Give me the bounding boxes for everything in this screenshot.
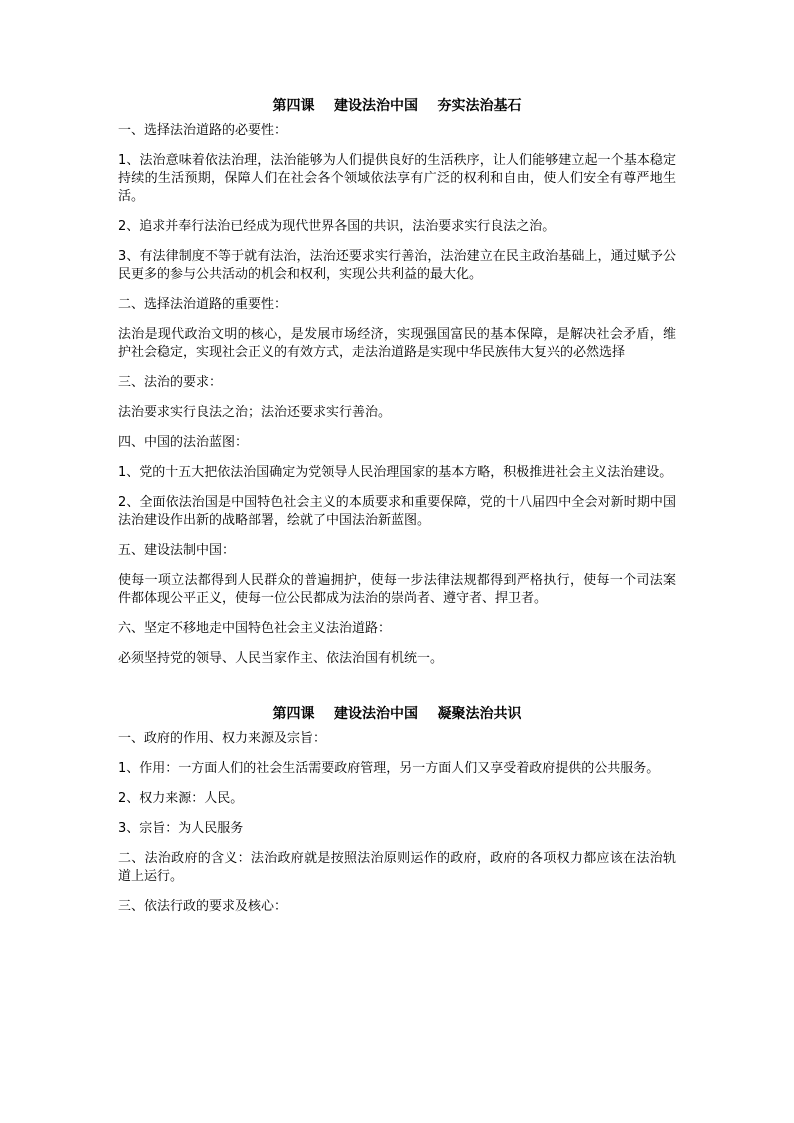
section-1-paragraph: 3、有法律制度不等于就有法治，法治还要求实行善治，法治建立在民主政治基础上，通过赋予公民更多的参与公共活动的机会和权利，实现公共利益的最大化。 bbox=[118, 249, 676, 282]
section-2-paragraph: 一、政府的作用、权力来源及宗旨： bbox=[118, 731, 327, 746]
section-2-paragraph: 1、作用：一方面人们的社会生活需要政府管理，另一方面人们又享受着政府提供的公共服务。 bbox=[118, 761, 660, 776]
section-1-paragraph: 法治是现代政治文明的核心，是发展市场经济，实现强国富民的基本保障，是解决社会矛盾，维护社会稳定，实现社会正义的有效方式，走法治道路是实现中华民族伟大复兴的必然选择 bbox=[118, 327, 676, 360]
section-1-paragraph: 一、选择法治道路的必要性： bbox=[118, 123, 288, 138]
section-1-title: 第四课 建设法治中国 夯实法治基石 bbox=[272, 98, 522, 114]
section-1-paragraph: 1、法治意味着依法治理，法治能够为人们提供良好的生活秩序，让人们能够建立起一个基本稳定持续的生活预期，保障人们在社会各个领域依法享有广泛的权利和自由，使人们安全有尊严地生活。 bbox=[118, 153, 676, 204]
section-1-paragraph: 二、选择法治道路的重要性： bbox=[118, 297, 288, 312]
section-2-paragraph: 二、法治政府的含义：法治政府就是按照法治原则运作的政府，政府的各项权力都应该在法治轨道上运行。 bbox=[118, 851, 676, 884]
document-content bbox=[118, 96, 676, 928]
section-2-title: 第四课 建设法治中国 凝聚法治共识 bbox=[272, 706, 522, 722]
section-1-paragraph: 法治要求实行良法之治；法治还要求实行善治。 bbox=[118, 405, 392, 420]
section-2-paragraph: 2、权力来源：人民。 bbox=[118, 791, 244, 806]
section-1-paragraph: 六、坚定不移地走中国特色社会主义法治道路： bbox=[118, 621, 392, 636]
section-1-paragraph: 2、追求并奉行法治已经成为现代世界各国的共识，法治要求实行良法之治。 bbox=[118, 219, 556, 234]
section-2-paragraph: 3、宗旨：为人民服务 bbox=[118, 821, 244, 836]
section-1-paragraph: 1、党的十五大把依法治国确定为党领导人民治理国家的基本方略，积极推进社会主义法治建设。 bbox=[118, 465, 673, 480]
section-1-paragraph: 使每一项立法都得到人民群众的普遍拥护，使每一步法律法规都得到严格执行，使每一个司法案件都体现公平正义，使每一位公民都成为法治的崇尚者、遵守者、捍卫者。 bbox=[118, 573, 676, 606]
section-1-paragraph: 三、法治的要求： bbox=[118, 375, 223, 390]
section-1-paragraph: 五、建设法制中国： bbox=[118, 543, 236, 558]
section-1-paragraph: 四、中国的法治蓝图： bbox=[118, 435, 249, 450]
section-2-paragraph: 三、依法行政的要求及核心： bbox=[118, 899, 288, 914]
section-1-paragraph: 2、全面依法治国是中国特色社会主义的本质要求和重要保障，党的十八届四中全会对新时期中国法治建设作出新的战略部署，绘就了中国法治新蓝图。 bbox=[118, 495, 676, 528]
section-1-paragraph: 必须坚持党的领导、人民当家作主、依法治国有机统一。 bbox=[118, 651, 444, 666]
